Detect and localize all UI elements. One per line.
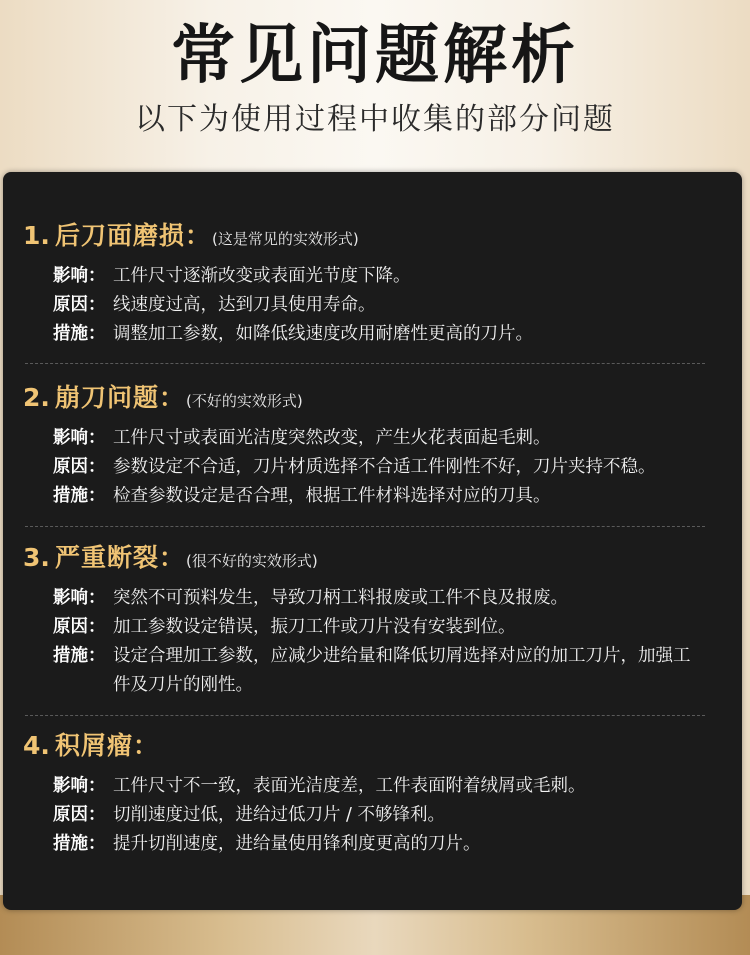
section-heading — [23, 726, 703, 766]
impact-label: 影响： — [53, 266, 106, 286]
cause-row — [53, 453, 703, 482]
measure-text: 检查参数设定是否合理，根据工件材料选择对应的刀具。 — [113, 486, 551, 506]
section-divider — [25, 363, 705, 364]
impact-row — [53, 584, 703, 613]
impact-row — [53, 262, 703, 291]
section-number: 1. — [23, 221, 50, 250]
faq-section-3 — [23, 538, 703, 700]
page-subtitle: 以下为使用过程中收集的部分问题 — [135, 102, 615, 137]
section-divider — [25, 526, 705, 527]
section-colon: ： — [159, 383, 185, 412]
measure-text: 调整加工参数，如降低线速度改用耐磨性更高的刀片。 — [113, 324, 533, 344]
cause-label: 原因： — [53, 457, 106, 477]
section-title: 后刀面磨损 — [55, 221, 186, 250]
measure-row — [53, 482, 703, 511]
cause-text: 线速度过高，达到刀具使用寿命。 — [113, 295, 376, 315]
measure-row — [53, 642, 703, 700]
section-divider — [25, 715, 705, 716]
section-note: (这是常见的实效形式) — [212, 230, 359, 248]
section-colon: ： — [185, 221, 211, 250]
impact-label: 影响： — [53, 428, 106, 448]
measure-row — [53, 830, 703, 859]
measure-label: 措施： — [53, 486, 106, 506]
section-number: 4. — [23, 731, 50, 760]
section-note: (很不好的实效形式) — [186, 552, 318, 570]
impact-label: 影响： — [53, 776, 106, 796]
section-title: 严重断裂 — [55, 543, 160, 572]
faq-panel — [3, 172, 742, 910]
impact-row — [53, 772, 703, 801]
cause-text: 切削速度过低，进给过低刀片 / 不够锋利。 — [113, 805, 446, 825]
cause-label: 原因： — [53, 805, 106, 825]
cause-text: 参数设定不合适，刀片材质选择不合适工件刚性不好，刀片夹持不稳。 — [113, 457, 656, 477]
faq-section-2 — [23, 378, 703, 511]
impact-label: 影响： — [53, 588, 106, 608]
section-heading — [23, 216, 703, 256]
impact-text: 工件尺寸逐渐改变或表面光节度下降。 — [113, 266, 411, 286]
cause-text: 加工参数设定错误，振刀工件或刀片没有安装到位。 — [113, 617, 516, 637]
impact-text: 工件尺寸或表面光洁度突然改变，产生火花表面起毛刺。 — [113, 428, 551, 448]
section-number: 3. — [23, 543, 50, 572]
faq-section-4 — [23, 726, 703, 859]
measure-text: 设定合理加工参数，应减少进给量和降低切屑选择对应的加工刀片，加强工件及刀片的刚性。 — [113, 646, 691, 695]
section-items — [23, 262, 703, 349]
page-title: 常见问题解析 — [171, 19, 579, 93]
cause-row — [53, 801, 703, 830]
section-title: 崩刀问题 — [55, 383, 160, 412]
section-heading — [23, 538, 703, 578]
section-colon: ： — [159, 543, 185, 572]
faq-section-1 — [23, 216, 703, 349]
impact-text: 工件尺寸不一致，表面光洁度差，工件表面附着绒屑或毛刺。 — [113, 776, 586, 796]
cause-label: 原因： — [53, 295, 106, 315]
section-items — [23, 772, 703, 859]
measure-label: 措施： — [53, 324, 106, 344]
cause-row — [53, 291, 703, 320]
section-items — [23, 424, 703, 511]
section-number: 2. — [23, 383, 50, 412]
section-note: (不好的实效形式) — [186, 392, 303, 410]
section-title: 积屑瘤 — [55, 731, 134, 760]
impact-row — [53, 424, 703, 453]
section-colon: ： — [133, 731, 159, 760]
measure-text: 提升切削速度，进给量使用锋利度更高的刀片。 — [113, 834, 481, 854]
measure-label: 措施： — [53, 646, 106, 666]
measure-row — [53, 320, 703, 349]
section-items — [23, 584, 703, 700]
cause-label: 原因： — [53, 617, 106, 637]
impact-text: 突然不可预料发生，导致刀柄工料报废或工件不良及报废。 — [113, 588, 568, 608]
cause-row — [53, 613, 703, 642]
measure-label: 措施： — [53, 834, 106, 854]
section-heading — [23, 378, 703, 418]
